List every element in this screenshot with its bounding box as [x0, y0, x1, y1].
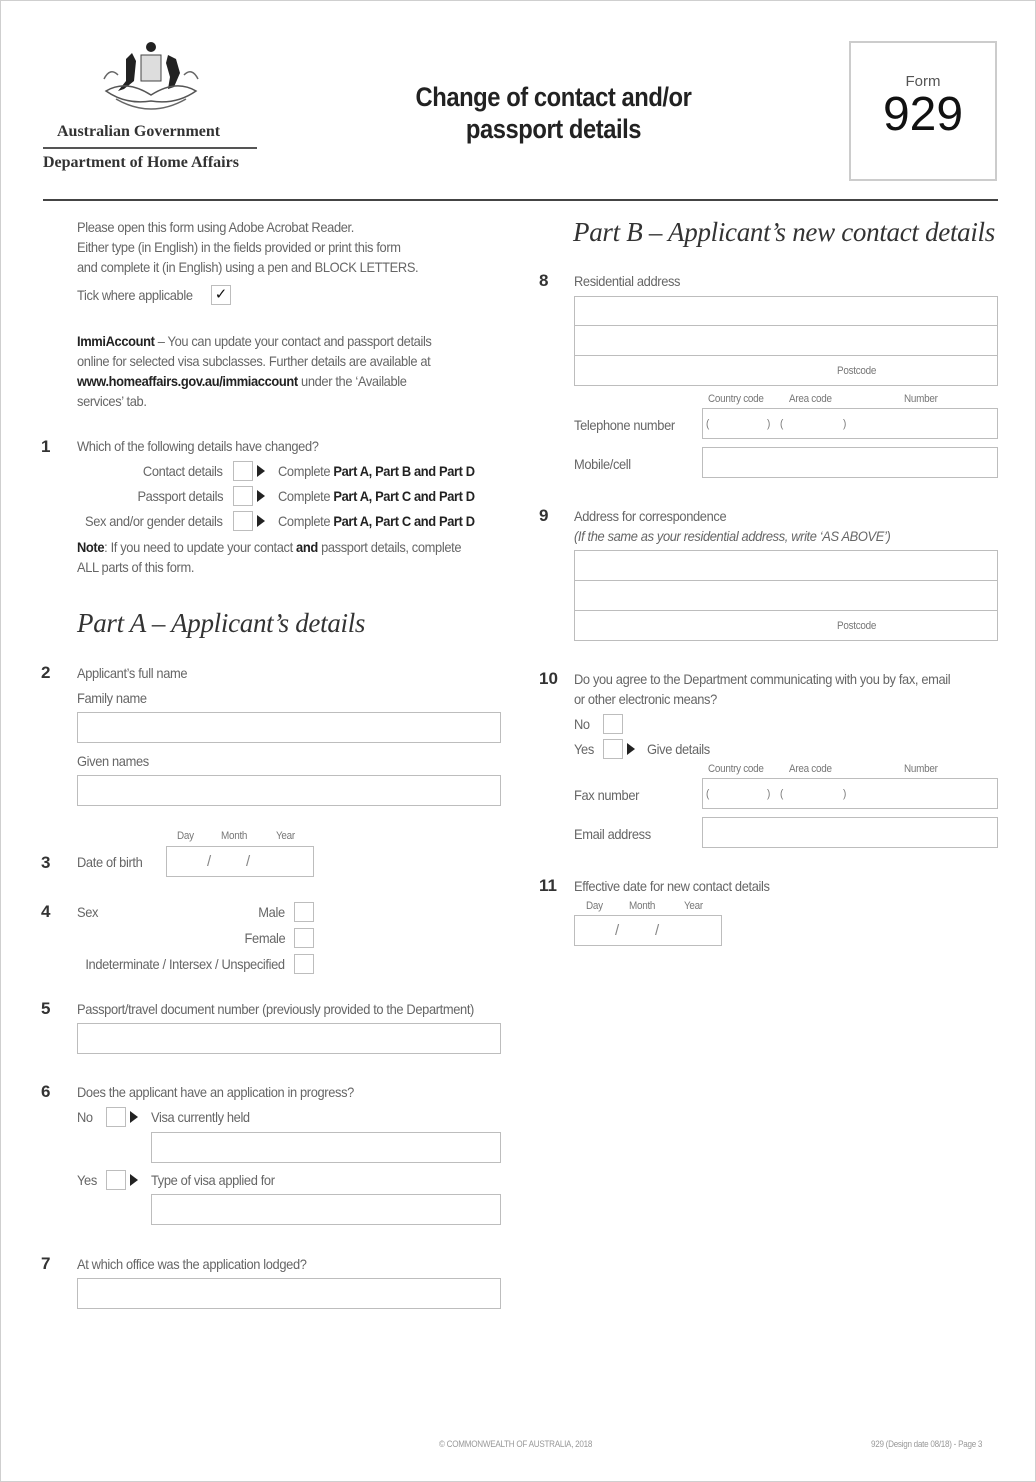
given-names-field[interactable]	[77, 775, 501, 806]
fax-paren-2: )	[767, 788, 771, 800]
correspondence-postcode-label: Postcode	[837, 620, 877, 632]
residential-address-line2[interactable]	[574, 325, 998, 356]
q11-number: 11	[539, 876, 557, 895]
email-field[interactable]	[702, 817, 998, 848]
q10-number: 10	[539, 669, 558, 688]
q10-no-checkbox[interactable]	[603, 714, 623, 734]
q2-number: 2	[41, 663, 51, 682]
footer-copyright: © COMMONWEALTH OF AUSTRALIA, 2018	[439, 1439, 593, 1449]
immiaccount-link[interactable]: www.homeaffairs.gov.au/immiaccount	[77, 373, 298, 389]
effective-date-field[interactable]	[574, 915, 722, 946]
tel-number-label: Number	[904, 393, 938, 405]
arrow-right-icon	[627, 743, 635, 755]
department-name: Department of Home Affairs	[43, 154, 239, 171]
q8-number: 8	[539, 271, 549, 290]
tel-paren-2: )	[767, 418, 771, 430]
fax-paren-1: (	[706, 788, 710, 800]
eff-year-label: Year	[684, 900, 703, 912]
dob-field[interactable]	[166, 846, 314, 877]
sex-indeterminate-checkbox[interactable]	[294, 954, 314, 974]
intro-line-3: and complete it (in English) using a pen and BLOCK LETTERS.	[77, 259, 419, 275]
correspondence-address-line3[interactable]	[574, 610, 998, 641]
tick-label: Tick where applicable	[77, 287, 193, 303]
q1-number: 1	[41, 437, 51, 456]
fax-paren-3: (	[780, 788, 784, 800]
eff-month-label: Month	[629, 900, 656, 912]
q10-line2: or other electronic means?	[574, 691, 717, 707]
q4-label: Sex	[77, 904, 99, 920]
residential-address-line3[interactable]	[574, 355, 998, 386]
immiaccount-bold: ImmiAccount	[77, 333, 155, 349]
sex-male-checkbox[interactable]	[294, 902, 314, 922]
eff-day-label: Day	[586, 900, 603, 912]
office-lodged-field[interactable]	[77, 1278, 501, 1309]
passport-number-field[interactable]	[77, 1023, 501, 1054]
q1-question: Which of the following details have changed?	[77, 438, 319, 454]
immi-line-3-wrap	[77, 373, 407, 389]
footer-page-info: 929 (Design date 08/18) - Page 3	[871, 1439, 983, 1449]
immi-line-4: services’ tab.	[77, 393, 147, 409]
coat-of-arms-logo	[96, 39, 206, 121]
q3-number: 3	[41, 853, 51, 872]
q10-yes-checkbox[interactable]	[603, 739, 623, 759]
mobile-field[interactable]	[702, 447, 998, 478]
form-number: 929	[882, 88, 964, 141]
q6-yes-label: Yes	[77, 1172, 97, 1188]
part-b-heading: Part B – Applicant’s new contact details	[573, 217, 995, 247]
visa-held-label: Visa currently held	[151, 1109, 250, 1125]
header-rule	[43, 199, 998, 201]
q5-number: 5	[41, 999, 51, 1018]
tel-paren-3: (	[780, 418, 784, 430]
gov-name: Australian Government	[57, 123, 221, 140]
arrow-right-icon	[130, 1174, 138, 1186]
tel-paren-4: )	[843, 418, 847, 430]
sex-indeterminate-label: Indeterminate / Intersex / Unspecified	[85, 956, 285, 972]
eff-sep-2: /	[655, 922, 660, 939]
part-a-heading: Part A – Applicant’s details	[77, 608, 366, 638]
given-names-label: Given names	[77, 753, 149, 769]
intro-line-1: Please open this form using Adobe Acrobat Reader.	[77, 219, 354, 235]
immi-line-3: under the ‘Available	[297, 373, 407, 389]
q1-note: Note: If you need to update your contact and passport details, complete	[77, 539, 462, 555]
q1-sex-instruction: Complete Part A, Part C and Part D	[278, 513, 475, 529]
logo-divider	[43, 147, 257, 149]
dob-day-label: Day	[177, 830, 194, 842]
correspondence-address-line1[interactable]	[574, 550, 998, 581]
mobile-label: Mobile/cell	[574, 456, 631, 472]
tel-paren-1: (	[706, 418, 710, 430]
residential-address-line1[interactable]	[574, 296, 998, 327]
dob-month-label: Month	[221, 830, 248, 842]
residential-postcode-label: Postcode	[837, 365, 877, 377]
form-label: Form	[905, 73, 941, 90]
tel-country-code-label: Country code	[708, 393, 764, 405]
q11-label: Effective date for new contact details	[574, 878, 770, 894]
q6-yes-checkbox[interactable]	[106, 1170, 126, 1190]
dob-sep-1: /	[207, 853, 212, 870]
sex-male-label: Male	[258, 904, 285, 920]
q1-option-contact-label: Contact details	[143, 463, 223, 479]
q5-label: Passport/travel document number (previously provided to the Department)	[77, 1001, 474, 1017]
q7-number: 7	[41, 1254, 51, 1273]
q2-label: Applicant’s full name	[77, 665, 188, 681]
fax-number-hdr: Number	[904, 763, 938, 775]
visa-applied-field[interactable]	[151, 1194, 501, 1225]
email-label: Email address	[574, 826, 651, 842]
q1-option-sex-label: Sex and/or gender details	[85, 513, 223, 529]
form-number-box	[849, 41, 997, 181]
tel-area-code-label: Area code	[789, 393, 832, 405]
q9-label: Address for correspondence	[574, 508, 727, 524]
intro-line-2: Either type (in English) in the fields provided or print this form	[77, 239, 401, 255]
arrow-right-icon	[257, 490, 265, 502]
correspondence-address-line2[interactable]	[574, 580, 998, 611]
immiaccount-text	[77, 333, 432, 349]
dob-year-label: Year	[276, 830, 295, 842]
q4-number: 4	[41, 902, 51, 921]
sex-female-label: Female	[244, 930, 285, 946]
eff-sep-1: /	[615, 922, 620, 939]
fax-label: Fax number	[574, 787, 640, 803]
q1-passport-checkbox[interactable]	[233, 486, 253, 506]
arrow-right-icon	[257, 465, 265, 477]
q9-hint: (If the same as your residential address, write ‘AS ABOVE’)	[574, 528, 891, 544]
q10-give-details: Give details	[647, 741, 710, 757]
q10-line1: Do you agree to the Department communicating with you by fax, email	[574, 671, 951, 687]
q6-no-checkbox[interactable]	[106, 1107, 126, 1127]
q1-passport-instruction: Complete Part A, Part C and Part D	[278, 488, 475, 504]
q1-note-line2: ALL parts of this form.	[77, 559, 195, 575]
check-icon: ✓	[214, 286, 228, 303]
fax-area-code-label: Area code	[789, 763, 832, 775]
q1-contact-instruction: Complete Part A, Part B and Part D	[278, 463, 475, 479]
family-name-field[interactable]	[77, 712, 501, 743]
q10-yes-label: Yes	[574, 741, 594, 757]
fax-paren-4: )	[843, 788, 847, 800]
q1-contact-checkbox[interactable]	[233, 461, 253, 481]
q7-label: At which office was the application lodged?	[77, 1256, 307, 1272]
q6-label: Does the applicant have an application in progress?	[77, 1084, 354, 1100]
q9-number: 9	[539, 506, 549, 525]
q1-option-passport-label: Passport details	[137, 488, 223, 504]
telephone-label: Telephone number	[574, 417, 675, 433]
q8-label: Residential address	[574, 273, 681, 289]
q6-no-label: No	[77, 1109, 93, 1125]
visa-held-field[interactable]	[151, 1132, 501, 1163]
q6-number: 6	[41, 1082, 51, 1101]
sex-female-checkbox[interactable]	[294, 928, 314, 948]
q1-sex-checkbox[interactable]	[233, 511, 253, 531]
fax-field[interactable]	[702, 778, 998, 809]
immi-line-2: online for selected visa subclasses. Further details are available at	[77, 353, 431, 369]
form-title	[381, 81, 726, 145]
immi-line-1: – You can update your contact and passport details	[154, 333, 432, 349]
fax-country-code-label: Country code	[708, 763, 764, 775]
q3-label: Date of birth	[77, 854, 143, 870]
tick-example-box	[211, 285, 231, 305]
arrow-right-icon	[257, 515, 265, 527]
family-name-label: Family name	[77, 690, 147, 706]
arrow-right-icon	[130, 1111, 138, 1123]
telephone-field[interactable]	[702, 408, 998, 439]
form-title-line1: Change of contact and/or	[415, 82, 692, 112]
q10-no-label: No	[574, 716, 590, 732]
form-title-line2: passport details	[465, 114, 642, 144]
dob-sep-2: /	[246, 853, 251, 870]
visa-applied-label: Type of visa applied for	[151, 1172, 275, 1188]
